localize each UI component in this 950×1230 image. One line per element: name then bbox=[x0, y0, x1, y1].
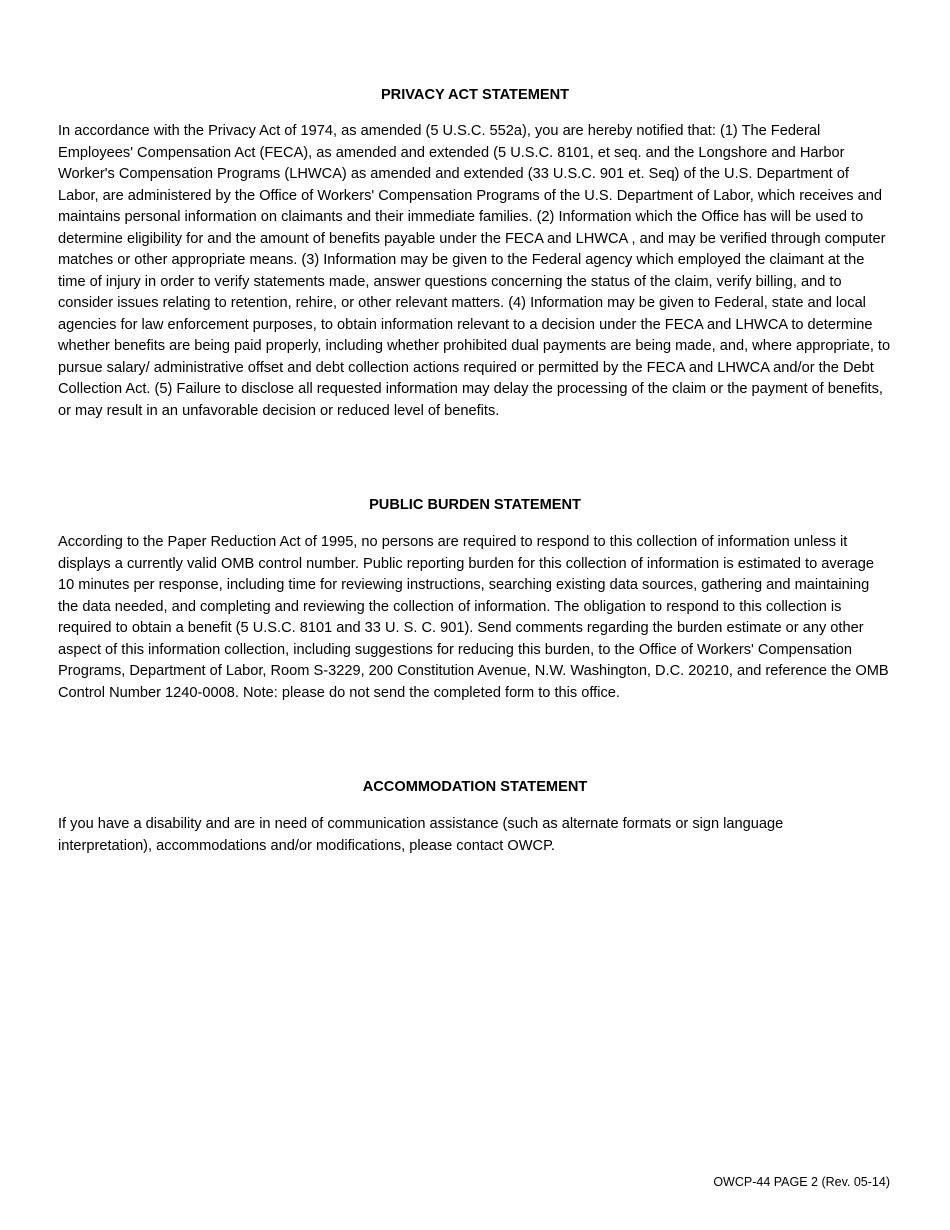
privacy-act-heading: PRIVACY ACT STATEMENT bbox=[380, 87, 570, 103]
accommodation-body: If you have a disability and are in need of communication assistance (such as alternate formats or sign language interpretation), accommodations and/or modifications, please contact OWCP. bbox=[58, 816, 784, 854]
public-burden-body: According to the Paper Reduction Act of 1995, no persons are required to respond to this collection of information unless it displays a currently valid OMB control number. Public reporting burden for this collection of information is estimated to average 10 minutes per response, including time for reviewing instructions, searching existing data sources, gathering and maintaining the data needed, and completing and reviewing the collection of information. The obligation to respond to this collection is required to obtain a benefit (5 U.S.C. 8101 and 33 U. S. C. 901). Send comments regarding the burden estimate or any other aspect of this information collection, including suggestions for reducing this burden, to the Office of Workers' Compensation Programs, Department of Labor, Room S-3229, 200 Constitution Avenue, N.W. Washington, D.C. 20210, and reference the OMB Control Number 1240-0008. Note: please do not send the completed form to this office. bbox=[58, 534, 889, 701]
accommodation-heading: ACCOMMODATION STATEMENT bbox=[362, 779, 588, 795]
privacy-act-body: In accordance with the Privacy Act of 1974, as amended (5 U.S.C. 552a), you are hereby notified that: (1) The Federal Employees' Compensation Act (FECA), as amended and extended (5 U.S.C. 8101, et seq. and the Longshore and Harbor Worker's Compensation Programs (LHWCA) as amended and extended (33 U.S.C. 901 et. Seq) of the U.S. Department of Labor, are administered by the Office of Workers' Compensation Programs of the U.S. Department of Labor, which receives and maintains personal information on claimants and their immediate families. (2) Information which the Office has will be used to determine eligibility for and the amount of benefits payable under the FECA and LHWCA , and may be verified through computer matches or other appropriate means. (3) Information may be given to the Federal agency which employed the claimant at the time of injury in order to verify statements made, answer questions concerning the status of the claim, verify billing, and to consider issues relating to retention, rehire, or other relevant matters. (4) Information may be given to Federal, state and local agencies for law enforcement purposes, to obtain information relevant to a decision under the FECA and LHWCA to determine whether benefits are being paid properly, including whether prohibited dual payments are being made, and, where appropriate, to pursue salary/ administrative offset and debt collection actions required or permitted by the FECA and LHWCA and/or the Debt Collection Act. (5) Failure to disclose all requested information may delay the processing of the claim or the payment of benefits, or may result in an unfavorable decision or reduced level of benefits. bbox=[58, 123, 891, 419]
form-footer-id: OWCP-44 PAGE 2 (Rev. 05-14) bbox=[713, 1175, 890, 1189]
public-burden-heading: PUBLIC BURDEN STATEMENT bbox=[369, 497, 581, 513]
